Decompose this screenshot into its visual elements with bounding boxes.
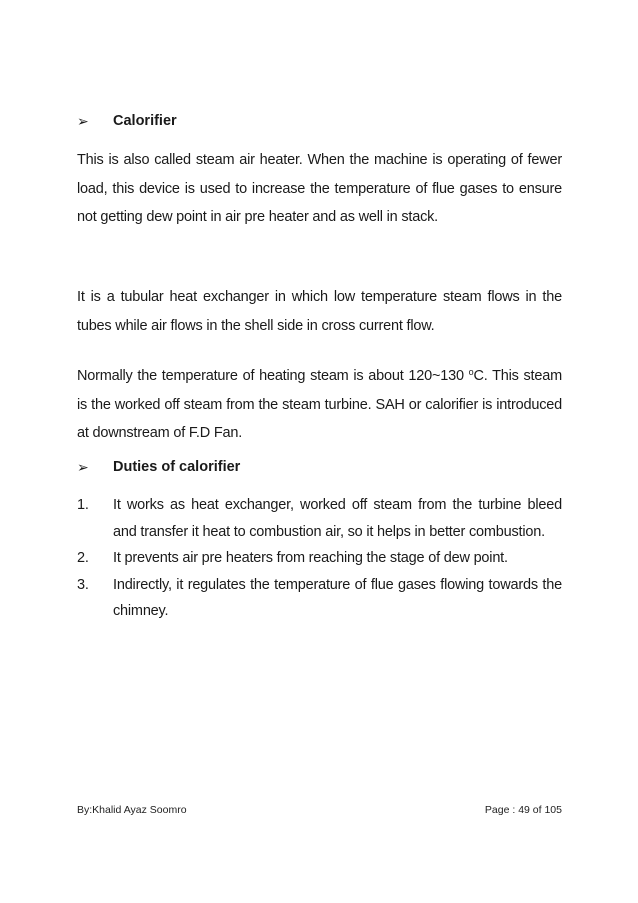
list-item (77, 572, 562, 625)
footer-author: By:Khalid Ayaz Soomro (77, 804, 187, 816)
paragraph-description: It is a tubular heat exchanger in which low temperature steam flows in the tubes while air flows in the shell side in cross current flow. (77, 289, 562, 334)
list-text: It works as heat exchanger, worked off steam from the turbine bleed and transfer it heat to combustion air, so it helps in better combustion. (113, 497, 562, 540)
paragraph-definition: This is also called steam air heater. When the machine is operating of fewer load, this device is used to increase the temperature of flue gases to ensure not getting dew point in air pre heater and as well in stack. (77, 152, 562, 225)
temperature-text-end: C. This steam is the worked off steam from the steam turbine. SAH or calorifier is introduced at downstream of F.D Fan. (77, 368, 562, 441)
arrow-bullet-icon: ➢ (77, 459, 89, 475)
footer-page-number: Page : 49 of 105 (484, 804, 562, 816)
list-text: It prevents air pre heaters from reaching the stage of dew point. (113, 550, 508, 566)
list-number: 1. (77, 497, 89, 513)
section-heading-calorifier (77, 113, 177, 129)
temperature-text-start: Normally the temperature of heating steam is about 120~130 (77, 368, 469, 384)
arrow-bullet-icon: ➢ (77, 113, 89, 129)
page-footer (77, 804, 562, 816)
list-item (77, 492, 562, 545)
section-title: Calorifier (113, 113, 177, 129)
list-item (77, 545, 562, 572)
paragraph-temperature (77, 362, 562, 448)
list-text: Indirectly, it regulates the temperature of flue gases flowing towards the chimney. (113, 576, 562, 619)
degree-symbol: o (468, 367, 474, 377)
duties-list (77, 492, 562, 625)
list-number: 3. (77, 576, 89, 593)
list-number: 2. (77, 550, 89, 566)
section-title: Duties of calorifier (113, 459, 241, 475)
section-heading-duties (77, 459, 240, 475)
